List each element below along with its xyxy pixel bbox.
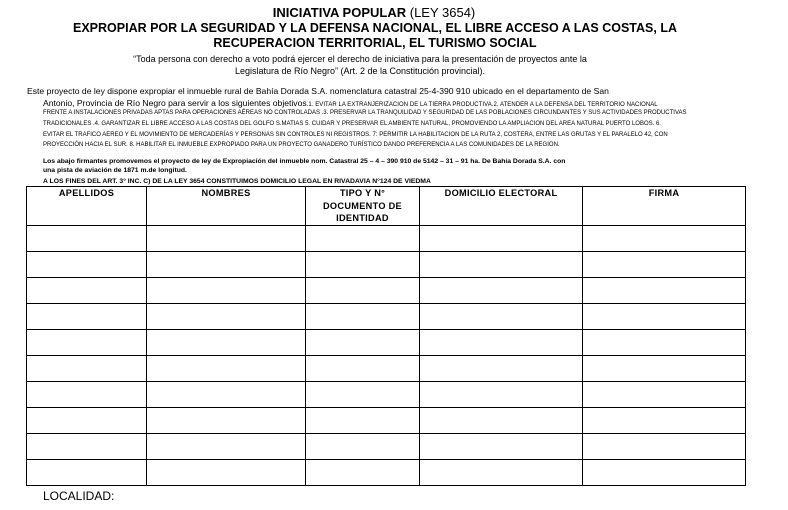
title-main: INICIATIVA POPULAR <box>272 5 407 20</box>
cell-domicilio-electoral[interactable] <box>420 408 583 434</box>
cell-apellidos[interactable] <box>27 304 147 330</box>
cell-domicilio-electoral[interactable] <box>420 226 583 252</box>
cell-apellidos[interactable] <box>27 356 147 382</box>
cell-firma[interactable] <box>583 408 746 434</box>
cell-domicilio-electoral[interactable] <box>420 252 583 278</box>
objectives-list <box>43 108 733 151</box>
subtitle-line-1: EXPROPIAR POR LA SEGURIDAD Y LA DEFENSA NACIONAL, EL LIBRE ACCESO A LAS COSTAS, LA <box>73 21 677 35</box>
col-apellidos: APELLIDOS <box>27 187 147 226</box>
cell-tipo-documento[interactable] <box>306 252 420 278</box>
intro-line-2: Antonio, Provincia de Río Negro para servir a los siguientes objetivos <box>43 97 307 108</box>
col-firma: FIRMA <box>583 187 746 226</box>
col-tipo-line-3: IDENTIDAD <box>336 213 389 223</box>
cell-domicilio-electoral[interactable] <box>420 356 583 382</box>
col-tipo-documento <box>306 187 420 226</box>
cell-domicilio-electoral[interactable] <box>420 278 583 304</box>
cell-domicilio-electoral[interactable] <box>420 382 583 408</box>
quote-line-2: Legislatura de Río Negro” (Art. 2 de la Constitución provincial). <box>234 66 486 76</box>
objectives-line-4: EVITAR EL TRAFICO AEREO Y EL MOVIMIENTO DE MERCADERÍAS Y PERSONAS SIN CONTROLES NI REGISTROS. 7: PERMITIR LA HABILITACION DE LA RUTA 2, COSTERA, ENTRE LAS GRUTAS Y EL PARALELO 42, CON <box>43 131 668 138</box>
cell-tipo-documento[interactable] <box>306 304 420 330</box>
cell-domicilio-electoral[interactable] <box>420 460 583 486</box>
cell-nombres[interactable] <box>147 382 306 408</box>
constitution-quote <box>90 53 630 77</box>
cell-tipo-documento[interactable] <box>306 356 420 382</box>
table-row <box>27 330 746 356</box>
table-row <box>27 382 746 408</box>
cell-nombres[interactable] <box>147 330 306 356</box>
cell-firma[interactable] <box>583 226 746 252</box>
localidad-label: LOCALIDAD: <box>43 489 115 503</box>
cell-tipo-documento[interactable] <box>306 382 420 408</box>
cell-apellidos[interactable] <box>27 252 147 278</box>
objectives-line-2: FRENTE A INSTALACIONES PRIVADAS APTAS PARA OPERACIONES AÉREAS NO CONTROLADAS .3. PRESERVAR LA TRANQUILIDAD Y SEGURIDAD DE LAS POBLACIONES CIRCUNDANTES Y SUS ACTIVIDADES PRODUCTIVAS <box>43 110 687 116</box>
cell-apellidos[interactable] <box>27 278 147 304</box>
subtitle-line-2: RECUPERACION TERRITORIAL, EL TURISMO SOCIAL <box>213 36 537 50</box>
form-title <box>0 5 748 20</box>
col-nombres: NOMBRES <box>147 187 306 226</box>
cell-domicilio-electoral[interactable] <box>420 434 583 460</box>
cell-firma[interactable] <box>583 330 746 356</box>
cell-firma[interactable] <box>583 252 746 278</box>
cell-nombres[interactable] <box>147 252 306 278</box>
signers-line-1: Los abajo firmantes promovemos el proyecto de ley de Expropiación del inmueble nom. Catastral 25 – 4 – 390 910 de 5142 – 31 – 91 ha. De Bahía Dorada S.A. con <box>43 158 566 165</box>
legal-domicile: A LOS FINES DEL ART. 3° INC. C) DE LA LEY 3654 CONSTITUIMOS DOMICILIO LEGAL EN RIVADAVIA N°124 DE VIEDMA <box>43 178 431 185</box>
cell-firma[interactable] <box>583 460 746 486</box>
cell-apellidos[interactable] <box>27 408 147 434</box>
cell-nombres[interactable] <box>147 460 306 486</box>
table-row <box>27 356 746 382</box>
cell-apellidos[interactable] <box>27 382 147 408</box>
cell-nombres[interactable] <box>147 226 306 252</box>
cell-tipo-documento[interactable] <box>306 460 420 486</box>
cell-firma[interactable] <box>583 304 746 330</box>
table-row <box>27 252 746 278</box>
table-row <box>27 226 746 252</box>
cell-tipo-documento[interactable] <box>306 408 420 434</box>
cell-tipo-documento[interactable] <box>306 226 420 252</box>
cell-apellidos[interactable] <box>27 330 147 356</box>
col-tipo-line-1: TIPO Y N° <box>339 188 386 198</box>
col-tipo-line-2: DOCUMENTO DE <box>323 200 402 211</box>
cell-firma[interactable] <box>583 356 746 382</box>
table-row <box>27 408 746 434</box>
cell-firma[interactable] <box>583 434 746 460</box>
cell-nombres[interactable] <box>147 408 306 434</box>
form-subtitle <box>30 21 720 51</box>
cell-nombres[interactable] <box>147 304 306 330</box>
table-row <box>27 460 746 486</box>
signers-line-2: una pista de aviación de 1871 m.de longitud. <box>43 167 187 175</box>
cell-domicilio-electoral[interactable] <box>420 304 583 330</box>
objectives-line-5: PROYECCIÓN HACIA EL SUR. 8. HABILITAR EL INMUEBLE EXPROPIADO PARA UN PROYECTO GANADERO TURÍSTICO DANDO PREFERENCIA A LAS COMUNIDADES DE LA REGION. <box>43 142 560 149</box>
cell-tipo-documento[interactable] <box>306 434 420 460</box>
cell-nombres[interactable] <box>147 434 306 460</box>
project-intro <box>27 86 727 111</box>
signature-table <box>26 186 746 486</box>
objectives-line-1: .1. EVITAR LA EXTRANJERIZACION DE LA TIERRA PRODUCTIVA.2. ATENDER A LA DEFENSA DEL TERRITORIO NACIONAL <box>306 101 658 108</box>
cell-nombres[interactable] <box>147 278 306 304</box>
signers-statement <box>43 157 733 176</box>
table-row <box>27 434 746 460</box>
signature-rows <box>27 226 746 486</box>
cell-firma[interactable] <box>583 278 746 304</box>
cell-apellidos[interactable] <box>27 460 147 486</box>
table-row <box>27 278 746 304</box>
intro-line-1: Este proyecto de ley dispone expropiar el inmueble rural de Bahía Dorada S.A. nomenclatura catastral 25-4-390 910 ubicado en el departamento de San <box>27 86 609 96</box>
cell-firma[interactable] <box>583 382 746 408</box>
cell-apellidos[interactable] <box>27 226 147 252</box>
objectives-line-3: TRADICIONALES .4. GARANTIZAR EL LIBRE ACCESO A LAS COSTAS DEL GOLFO S.MATIAS 5. CUIDAR Y PRESERVAR EL AMBIENTE NATURAL, PROMOVIENDO LA AMPLIACION DEL AREA NATURAL PUERTO LOBOS. 6. <box>43 120 661 127</box>
cell-apellidos[interactable] <box>27 434 147 460</box>
table-row <box>27 304 746 330</box>
col-domicilio-electoral: DOMICILIO ELECTORAL <box>420 187 583 226</box>
cell-tipo-documento[interactable] <box>306 330 420 356</box>
cell-tipo-documento[interactable] <box>306 278 420 304</box>
cell-nombres[interactable] <box>147 356 306 382</box>
cell-domicilio-electoral[interactable] <box>420 330 583 356</box>
table-header-row <box>27 187 746 226</box>
title-law: (LEY 3654) <box>409 5 476 20</box>
quote-line-1: “Toda persona con derecho a voto podrá ejercer el derecho de iniciativa para la presentación de proyectos ante la <box>133 54 587 64</box>
